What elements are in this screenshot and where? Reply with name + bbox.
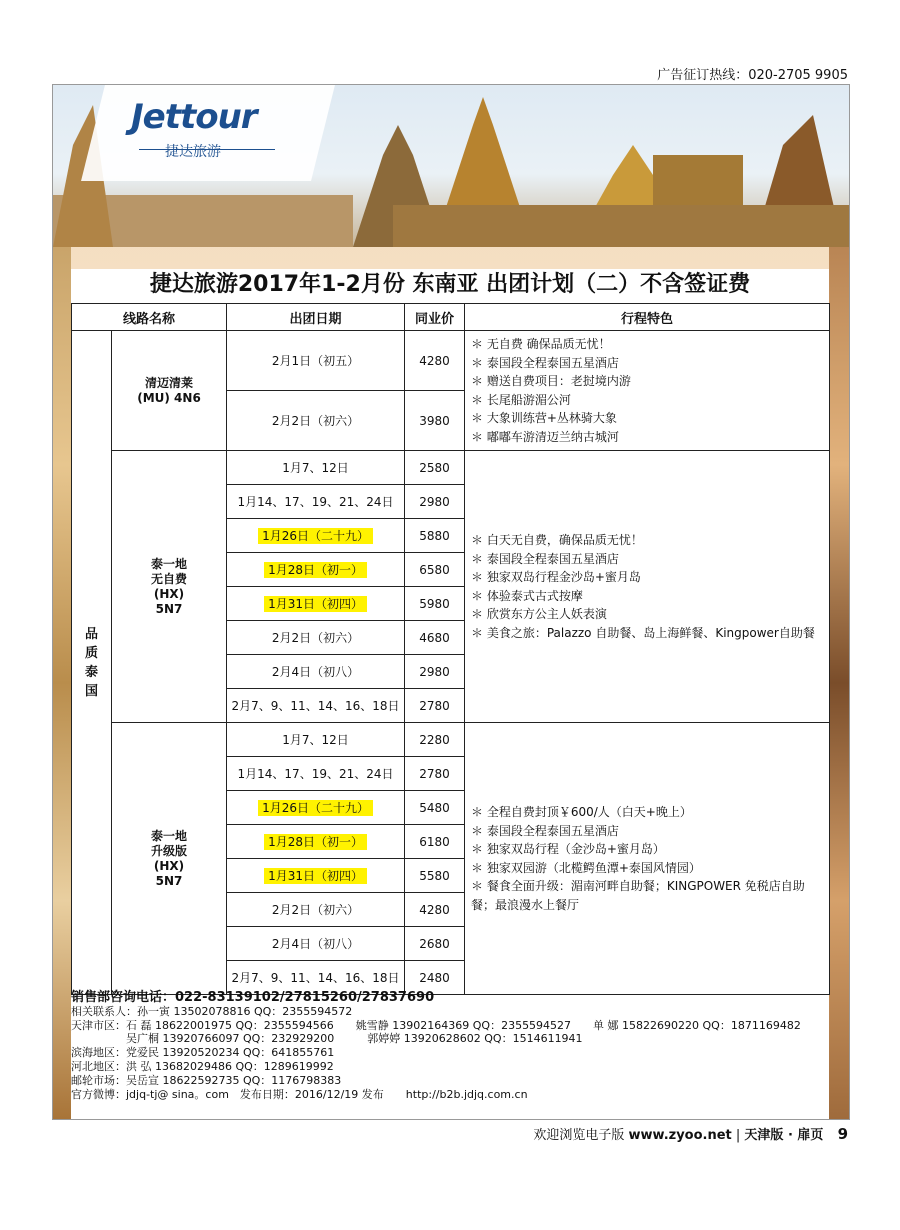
highlighted-date: 1月28日（初一）: [264, 834, 367, 850]
jettour-logo[interactable]: Jettour: [131, 97, 257, 137]
contact-line: 河北地区：洪 弘 13682029486 QQ：1289619992: [71, 1059, 334, 1073]
departure-date-cell: [227, 519, 405, 553]
left-decoration: [53, 247, 71, 1119]
departure-date-cell: [227, 893, 405, 927]
table-row: [72, 331, 830, 391]
feature-item: ＊ 白天无自费，确保品质无忧！: [471, 533, 643, 547]
route-name-cell: 泰一地 升级版 (HX) 5N7: [112, 723, 227, 995]
page-number: 9: [837, 1125, 848, 1143]
feature-item: ＊ 全程自费封顶￥600/人（白天+晚上）: [471, 805, 692, 819]
departure-date-cell: [227, 655, 405, 689]
contact-line: 相关联系人：孙一寅 13502078816 QQ：2355594572: [71, 1004, 353, 1018]
logo-subtitle: 捷达旅游: [165, 144, 221, 160]
footer-text: 欢迎浏览电子版: [533, 1128, 625, 1143]
departure-date: 1月14、17、19、21、24日: [237, 767, 394, 781]
price-cell: 2680: [405, 927, 465, 961]
price-cell: 3980: [405, 391, 465, 451]
header-date: 出团日期: [227, 304, 405, 331]
category-cell: 品 质 泰 国: [72, 331, 112, 995]
feature-item: ＊ 体验泰式古式按摩: [471, 588, 583, 603]
departure-date-cell: [227, 553, 405, 587]
feature-item: ＊ 餐食全面升级：湄南河畔自助餐；KINGPOWER 免税店自助餐；最浪漫水上餐厅: [471, 879, 805, 912]
departure-date-cell: [227, 451, 405, 485]
price-cell: 2780: [405, 757, 465, 791]
departure-date-cell: [227, 621, 405, 655]
page-frame: [52, 84, 850, 1120]
feature-item: ＊ 无自费 确保品质无忧！: [471, 337, 611, 351]
price-cell: 4680: [405, 621, 465, 655]
table-header-row: [72, 304, 830, 331]
departure-date: 2月2日（初六）: [271, 631, 360, 645]
right-decoration: [829, 247, 849, 1119]
departure-date-cell: [227, 859, 405, 893]
sales-hotline: 销售部咨询电话：022-83139102/27815260/27837690: [71, 990, 435, 1005]
footer-separator: |: [735, 1128, 745, 1143]
price-cell: 2280: [405, 723, 465, 757]
route-name-cell: 泰一地 无自费 (HX) 5N7: [112, 451, 227, 723]
price-cell: 4280: [405, 893, 465, 927]
departure-date: 2月4日（初八）: [271, 665, 360, 679]
header-price: 同业价: [405, 304, 465, 331]
header-route: 线路名称: [72, 304, 227, 331]
departure-date-cell: [227, 927, 405, 961]
feature-item: ＊ 泰国段全程泰国五星酒店: [471, 823, 619, 838]
price-cell: 4280: [405, 331, 465, 391]
price-cell: 5580: [405, 859, 465, 893]
contact-line: 天津市区：石 磊 18622001975 QQ：2355594566 姚雪静 13902164369 QQ：2355594527 单 娜 15822690220 QQ：1871169482: [71, 1018, 801, 1032]
price-cell: 2480: [405, 961, 465, 995]
departure-date: 2月7、9、11、14、16、18日: [231, 699, 400, 713]
price-cell: 5980: [405, 587, 465, 621]
price-cell: 2780: [405, 689, 465, 723]
price-cell: 2980: [405, 485, 465, 519]
page-footer: [533, 1124, 848, 1143]
departure-date-cell: [227, 791, 405, 825]
table-row: [72, 723, 830, 757]
features-cell: [465, 331, 830, 451]
contact-line: 邮轮市场：吴岳宣 18622592735 QQ：1176798383: [71, 1073, 342, 1087]
highlighted-date: 1月26日（二十九）: [258, 800, 373, 816]
page-title: 捷达旅游2017年1-2月份 东南亚 出团计划（二）不含签证费: [149, 272, 751, 297]
feature-item: ＊ 泰国段全程泰国五星酒店: [471, 355, 619, 370]
contact-section: [71, 991, 829, 1101]
contact-line: 滨海地区：党爱民 13920520234 QQ：641855761: [71, 1046, 335, 1060]
price-cell: 6180: [405, 825, 465, 859]
departure-date: 2月2日（初六）: [271, 903, 360, 917]
departure-date-cell: [227, 485, 405, 519]
departure-date: 1月7、12日: [282, 461, 349, 475]
highlighted-date: 1月31日（初四）: [264, 868, 367, 884]
feature-item: ＊ 独家双园游（北榄鳄鱼潭+泰国风情园）: [471, 860, 701, 875]
departure-date: 2月1日（初五）: [271, 354, 360, 368]
features-cell: [465, 723, 830, 995]
feature-item: ＊ 赠送自费项目：老挝境内游: [471, 374, 631, 388]
highlighted-date: 1月26日（二十九）: [258, 528, 373, 544]
feature-item: ＊ 美食之旅：Palazzo 自助餐、岛上海鲜餐、Kingpower自助餐: [471, 625, 815, 640]
contact-line: 吴广桐 13920766097 QQ：232929200 郭婷婷 13920628602 QQ：1514611941: [71, 1032, 583, 1046]
feature-item: ＊ 欣赏东方公主人妖表演: [471, 607, 607, 621]
feature-item: ＊ 大象训练营+丛林骑大象: [471, 411, 617, 425]
highlighted-date: 1月28日（初一）: [264, 562, 367, 578]
departure-date-cell: [227, 723, 405, 757]
departure-date: 1月7、12日: [282, 733, 349, 747]
price-cell: 2980: [405, 655, 465, 689]
feature-item: ＊ 独家双岛行程金沙岛+蜜月岛: [471, 570, 641, 584]
departure-date-cell: [227, 587, 405, 621]
footer-edition: 天津版 · 扉页: [744, 1128, 824, 1143]
price-cell: 5880: [405, 519, 465, 553]
schedule-table: [71, 303, 830, 995]
departure-date-cell: [227, 391, 405, 451]
features-cell: [465, 451, 830, 723]
departure-date: 2月2日（初六）: [271, 414, 360, 428]
route-name-cell: 清迈清莱 (MU) 4N6: [112, 331, 227, 451]
departure-date-cell: [227, 331, 405, 391]
banner-image: [53, 85, 849, 247]
price-cell: 5480: [405, 791, 465, 825]
feature-item: ＊ 长尾船游湄公河: [471, 392, 571, 407]
feature-item: ＊ 独家双岛行程（金沙岛+蜜月岛）: [471, 842, 665, 856]
departure-date-cell: [227, 689, 405, 723]
departure-date-cell: [227, 757, 405, 791]
price-cell: 2580: [405, 451, 465, 485]
departure-date: 2月4日（初八）: [271, 937, 360, 951]
highlighted-date: 1月31日（初四）: [264, 596, 367, 612]
table-row: [72, 451, 830, 485]
price-cell: 6580: [405, 553, 465, 587]
tour-schedule-panel: [71, 269, 829, 1119]
ad-hotline: 广告征订热线：020-2705 9905: [657, 68, 848, 83]
table-body: [72, 331, 830, 995]
contact-line: 官方微博：jdjq-tj@ sina。com 发布日期：2016/12/19 发布 http://b2b.jdjq.com.cn: [71, 1087, 528, 1101]
departure-date: 1月14、17、19、21、24日: [237, 495, 394, 509]
footer-site-link[interactable]: www.zyoo.net: [628, 1128, 732, 1143]
feature-item: ＊ 泰国段全程泰国五星酒店: [471, 551, 619, 566]
departure-date-cell: [227, 825, 405, 859]
feature-item: ＊ 嘟嘟车游清迈兰纳古城河: [471, 429, 619, 444]
departure-date: 2月7、9、11、14、16、18日: [231, 971, 400, 985]
header-features: 行程特色: [465, 304, 830, 331]
